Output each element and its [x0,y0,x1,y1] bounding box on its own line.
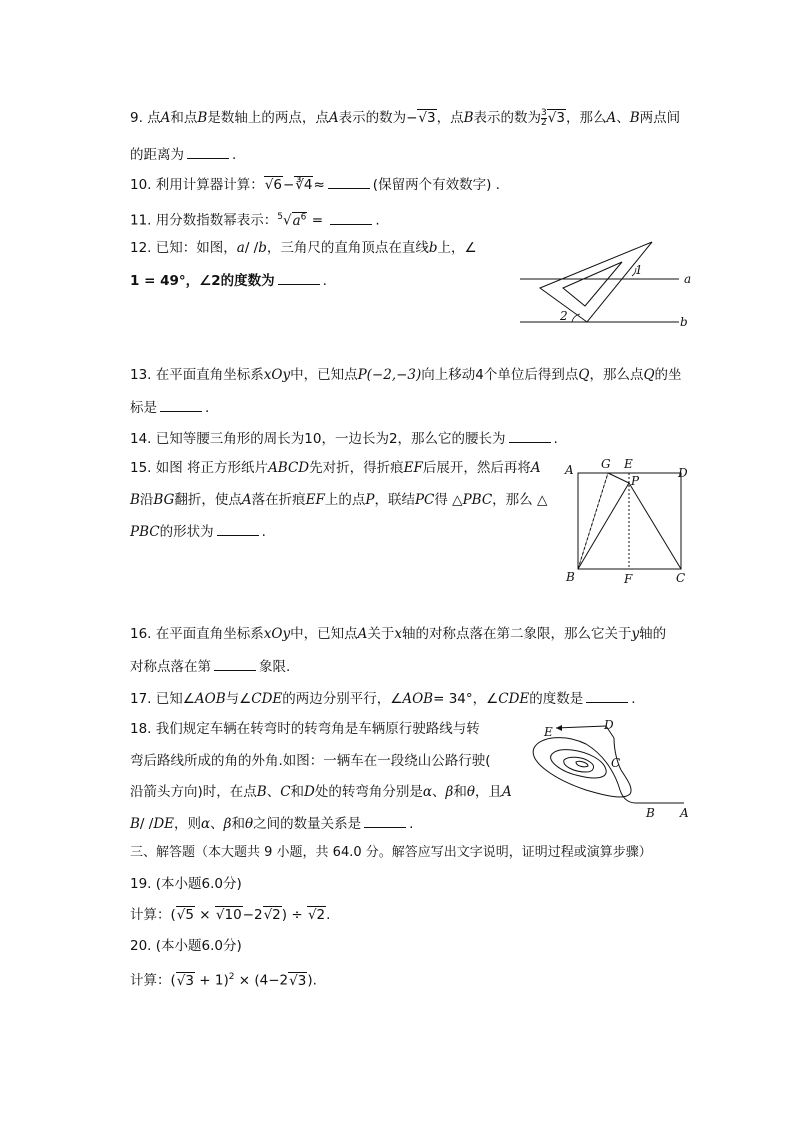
figure-q15 [562,456,702,588]
label-B: B [566,570,575,584]
q16-line1: 16. 在平面直角坐标系xOy中，已知点A关于x轴的对称点落在第二象限，那么它关于y轴的 [130,626,667,642]
q19-head: 19. (本小题6.0分) [130,876,242,892]
q14-line: 14. 已知等腰三角形的周长为10，一边长为2，那么它的腰长为 . [130,428,558,449]
q13-line2: 标是 . [130,397,209,418]
label-P: P [631,474,640,488]
label-D: D [604,718,614,732]
label-E: E [624,457,633,471]
answer-blank [330,210,372,225]
label-E: E [544,725,553,739]
label-A: A [680,806,689,820]
figure-q18 [526,716,698,824]
q9-line2: 的距离为 . [130,144,236,165]
answer-blank [586,688,628,703]
answer-blank [187,144,229,159]
answer-blank [328,174,370,189]
q9-line1: 9. 点A和点B是数轴上的两点，点A表示的数为−√3，点B表示的数为 $\frac{3}{2}√3$，那么A、B两点间 [130,107,681,128]
q19-expr: 计算：(√5 × √10−2√2) ÷ √2. [130,907,331,923]
label-angle-2: 2 [560,309,568,323]
answer-blank [217,521,259,536]
label-C: C [611,756,621,770]
q11-line: 11. 用分数指数幂表示：$^5√a^6$ = . [130,207,380,231]
label-F: F [624,572,633,586]
label-C: C [676,571,686,585]
figure-q12 [514,236,704,331]
label-angle-1: 1 [635,263,643,277]
label-line-b: b [680,315,688,329]
q10-line: 10. 利用计算器计算：√6−∛4≈ (保留两个有效数字) . [130,174,500,195]
label-A: A [565,463,574,477]
q18-line2: 弯后路线所成的角的外角.如图：一辆车在一段绕山公路行驶( [130,753,491,769]
q18-line4: B/ /DE，则α、β和θ之间的数量关系是 . [130,813,413,834]
q18-line1: 18. 我们规定车辆在转弯时的转弯角是车辆原行驶路线与转 [130,721,480,737]
q17-line: 17. 已知∠AOB与∠CDE的两边分别平行，∠AOB= 34°，∠CDE的度数是 . [130,688,636,709]
q12-line1: 12. 已知：如图，a/ /b，三角尺的直角顶点在直线b上，∠ [130,240,477,256]
answer-blank [509,428,551,443]
label-B: B [646,806,655,820]
label-D: D [678,466,688,480]
q13-line1: 13. 在平面直角坐标系xOy中，已知点P(−2,−3)向上移动4个单位后得到点Q，那么点Q的坐 [130,367,682,383]
q20-head: 20. (本小题6.0分) [130,938,242,954]
answer-blank [278,270,320,285]
q15-line2: B沿BG翻折，使点A落在折痕EF上的点P，联结PC得 △PBC，那么 △ [130,492,548,508]
answer-blank [364,813,406,828]
fraction: $\frac{3}{2}$ [541,107,547,128]
section-3-heading: 三、解答题（本大题共 9 小题，共 64.0 分。解答应写出文字说明，证明过程或演算步骤） [130,845,652,860]
q15-line1: 15. 如图 将正方形纸片ABCD先对折，得折痕EF后展开，然后再将A [130,460,541,476]
answer-blank [214,656,256,671]
q16-line2: 对称点落在第 象限. [130,656,290,677]
answer-blank [160,397,202,412]
q18-line3: 沿箭头方向)时，在点B、C和D处的转弯角分别是α、β和θ，且A [130,784,512,800]
q20-expr: 计算：$(√3 + 1)^2 \times (4-2√3)$. [130,972,317,989]
label-G: G [601,457,611,471]
label-line-a: a [684,272,692,286]
q12-line2: 1 = 49°，∠2的度数为 . [130,270,327,291]
q15-line3: PBC的形状为 . [130,521,266,542]
